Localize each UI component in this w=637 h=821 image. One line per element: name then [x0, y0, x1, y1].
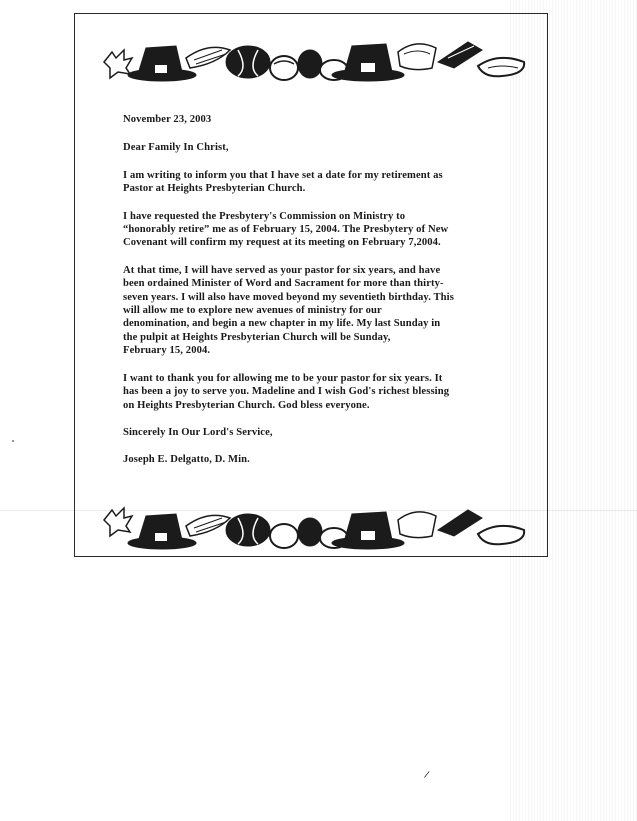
letter-date: November 23, 2003 [123, 114, 212, 125]
harvest-border-icon [98, 28, 530, 84]
letter-closing: Sincerely In Our Lord's Service, [123, 426, 273, 438]
letter-paragraph-retirement: I am writing to inform you that I have set a date for my retirement as Pastor at Heights Presbyterian Church. [123, 169, 443, 195]
harvest-border-icon [98, 500, 530, 556]
letter-body [123, 113, 513, 481]
letter-paragraph-request: I have requested the Presbytery's Commission on Ministry to “honorably retire” me as of February 15, 2004. The Presbytery of New Covenant will confirm my request at its meeting on February 7,2004. [123, 210, 449, 249]
stray-pen-mark: / [423, 768, 431, 782]
letter-paragraph-service: At that time, I will have served as your pastor for six years, and have been ordained Minister of Word and Sacrament for more than thirty- seven years. I will also have moved beyond my seventieth birthday. This will allow me to explore new avenues of ministry for our denomination, and begin a new chapter in my life. My last Sunday in the pulpit at Heights Presbyterian Church will be Sunday, February 15, 2004. [123, 264, 454, 357]
letter-paragraph-thanks: I want to thank you for allowing me to be your pastor for six years. It has been a joy to serve you. Madeline and I wish God's richest blessing on Heights Presbyterian Church. God bless everyone. [123, 372, 450, 411]
stray-dot [12, 440, 14, 442]
letter-signature: Joseph E. Delgatto, D. Min. [123, 454, 250, 466]
letter-salutation: Dear Family In Christ, [123, 142, 229, 154]
